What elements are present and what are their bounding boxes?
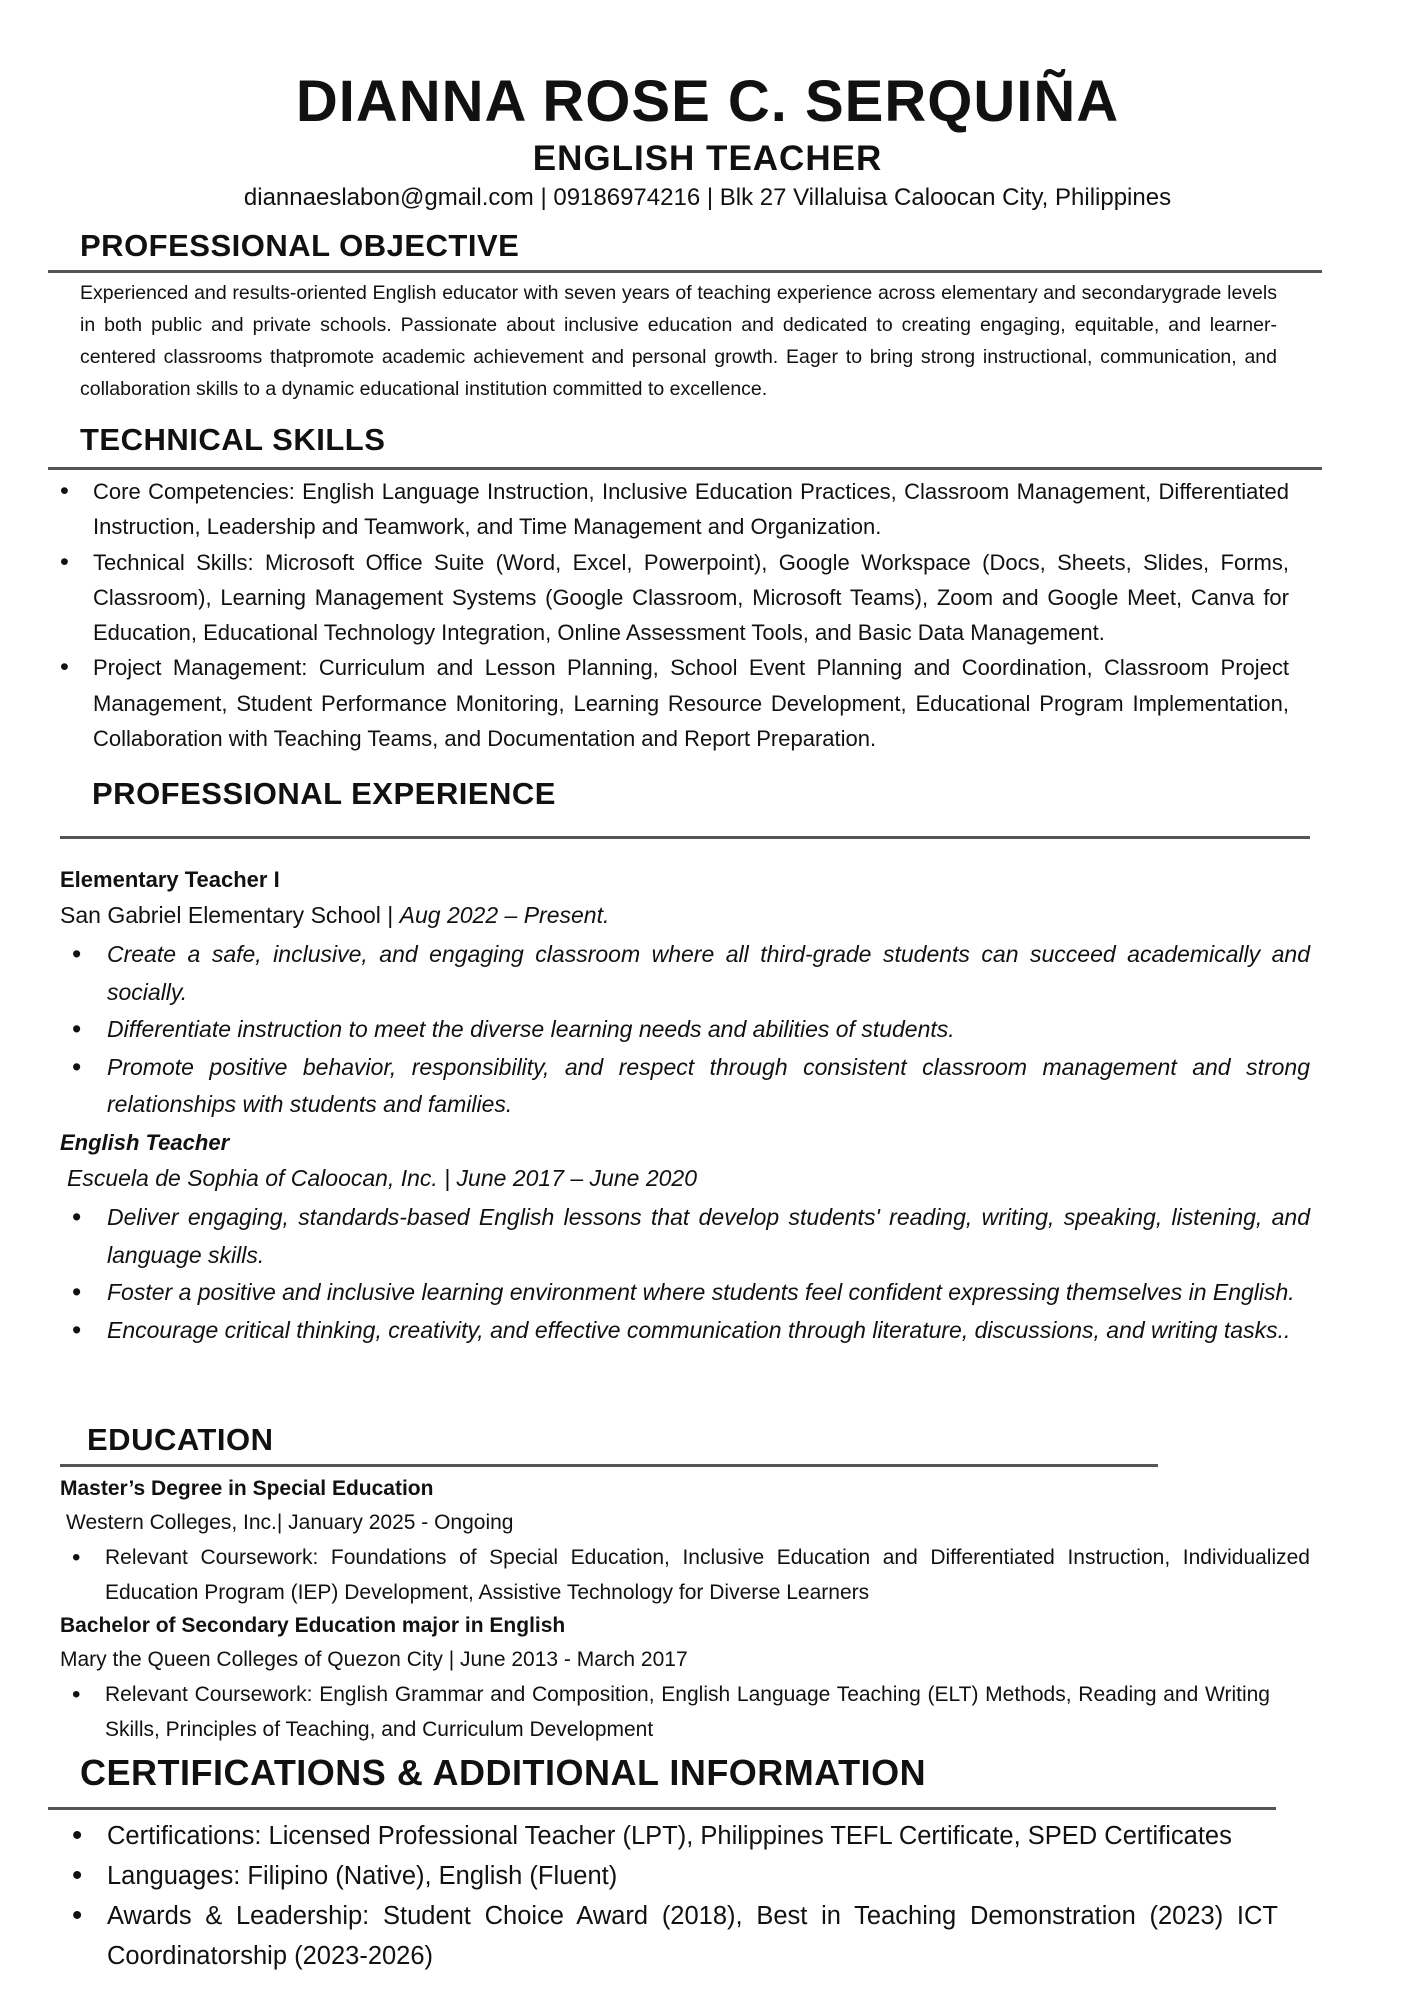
job-duty: • Encourage critical thinking, creativity, and effective communication through literature, discussions, and writing tasks.. xyxy=(60,1312,1310,1350)
degree-coursework: • Relevant Coursework: English Grammar and Composition, English Language Teaching (ELT) Methods, Reading and Writing Skills, Principles of Teaching, and Curriculum Development xyxy=(60,1678,1270,1747)
degree-coursework: • Relevant Coursework: Foundations of Special Education, Inclusive Education and Differentiated Instruction, Individualized Education Program (IEP) Development, Assistive Technology for Diverse Learners xyxy=(60,1541,1310,1610)
skills-divider xyxy=(48,467,1322,470)
job-duty: • Foster a positive and inclusive learning environment where students feel confident expressing themselves in English. xyxy=(60,1274,1310,1312)
job-duty: • Create a safe, inclusive, and engaging classroom where all third-grade students can succeed academically and socially. xyxy=(60,936,1310,1011)
candidate-name: DIANNA ROSE C. SERQUIÑA xyxy=(295,69,1120,134)
experience-heading: PROFESSIONAL EXPERIENCE xyxy=(92,776,556,811)
objective-heading: PROFESSIONAL OBJECTIVE xyxy=(80,228,520,263)
job-school xyxy=(60,902,609,929)
candidate-title: ENGLISH TEACHER xyxy=(532,139,883,178)
degree-title: Master’s Degree in Special Education xyxy=(60,1477,434,1500)
contact-line: diannaeslabon@gmail.com | 09186974216 | Blk 27 Villaluisa Caloocan City, Philippines xyxy=(243,184,1172,211)
objective-divider xyxy=(48,270,1322,273)
certifications-heading: CERTIFICATIONS & ADDITIONAL INFORMATION xyxy=(80,1752,927,1793)
job-duties-list xyxy=(60,1199,1310,1349)
certification-item: • Awards & Leadership: Student Choice Award (2018), Best in Teaching Demonstration (2023) ICT Coordinatorship (2023-2026) xyxy=(60,1896,1278,1976)
objective-text: Experienced and results-oriented English educator with seven years of teaching experience across elementary and secondarygrade levels in both public and private schools. Passionate about inclusive education and dedicated to creating engaging, equitable, and learner-centered classrooms thatpromote academic achievement and personal growth. Eager to bring strong instructional, communication, and collaboration skills to a dynamic educational institution committed to excellence. xyxy=(80,282,1277,400)
degree-school: Western Colleges, Inc.| January 2025 - Ongoing xyxy=(66,1511,514,1534)
education-heading: EDUCATION xyxy=(87,1422,274,1457)
job-duties-list xyxy=(60,936,1310,1124)
job-duty: • Promote positive behavior, responsibility, and respect through consistent classroom management and strong relationships with students and families. xyxy=(60,1049,1310,1124)
skill-item: • Project Management: Curriculum and Lesson Planning, School Event Planning and Coordination, Classroom Project Management, Student Performance Monitoring, Learning Resource Development, Educational Program Implementation, Collaboration with Teaching Teams, and Documentation and Report Preparation. xyxy=(60,650,1289,756)
skills-heading: TECHNICAL SKILLS xyxy=(80,422,386,457)
certification-item: • Languages: Filipino (Native), English (Fluent) xyxy=(60,1856,1278,1896)
degree-school: Mary the Queen Colleges of Quezon City | June 2013 - March 2017 xyxy=(60,1648,688,1671)
certification-item: • Certifications: Licensed Professional Teacher (LPT), Philippines TEFL Certificate, SPED Certificates xyxy=(60,1816,1278,1856)
job-school-name: San Gabriel Elementary School | xyxy=(60,902,400,928)
job-school: Escuela de Sophia of Caloocan, Inc. | June 2017 – June 2020 xyxy=(67,1165,697,1191)
degree-title: Bachelor of Secondary Education major in English xyxy=(60,1614,566,1637)
job-duty: • Differentiate instruction to meet the diverse learning needs and abilities of students. xyxy=(60,1011,1310,1049)
degree-coursework-list xyxy=(60,1541,1310,1610)
skill-item: • Core Competencies: English Language Instruction, Inclusive Education Practices, Classroom Management, Differentiated Instruction, Leadership and Teamwork, and Time Management and Organization. xyxy=(60,474,1289,545)
skills-list xyxy=(60,474,1289,756)
certifications-list xyxy=(60,1816,1278,1976)
job-dates: Aug 2022 – Present. xyxy=(399,902,610,928)
degree-coursework-list xyxy=(60,1678,1270,1747)
skill-item: • Technical Skills: Microsoft Office Suite (Word, Excel, Powerpoint), Google Workspace (Docs, Sheets, Slides, Forms, Classroom), Learning Management Systems (Google Classroom, Microsoft Teams), Zoom and Google Meet, Canva for Education, Educational Technology Integration, Online Assessment Tools, and Basic Data Management. xyxy=(60,545,1289,651)
job-title: English Teacher xyxy=(60,1130,230,1155)
education-divider xyxy=(60,1464,1158,1467)
certifications-divider xyxy=(48,1807,1276,1810)
job-duty: • Deliver engaging, standards-based English lessons that develop students' reading, writing, speaking, listening, and language skills. xyxy=(60,1199,1310,1274)
job-title: Elementary Teacher I xyxy=(60,867,280,892)
experience-divider xyxy=(60,836,1310,839)
